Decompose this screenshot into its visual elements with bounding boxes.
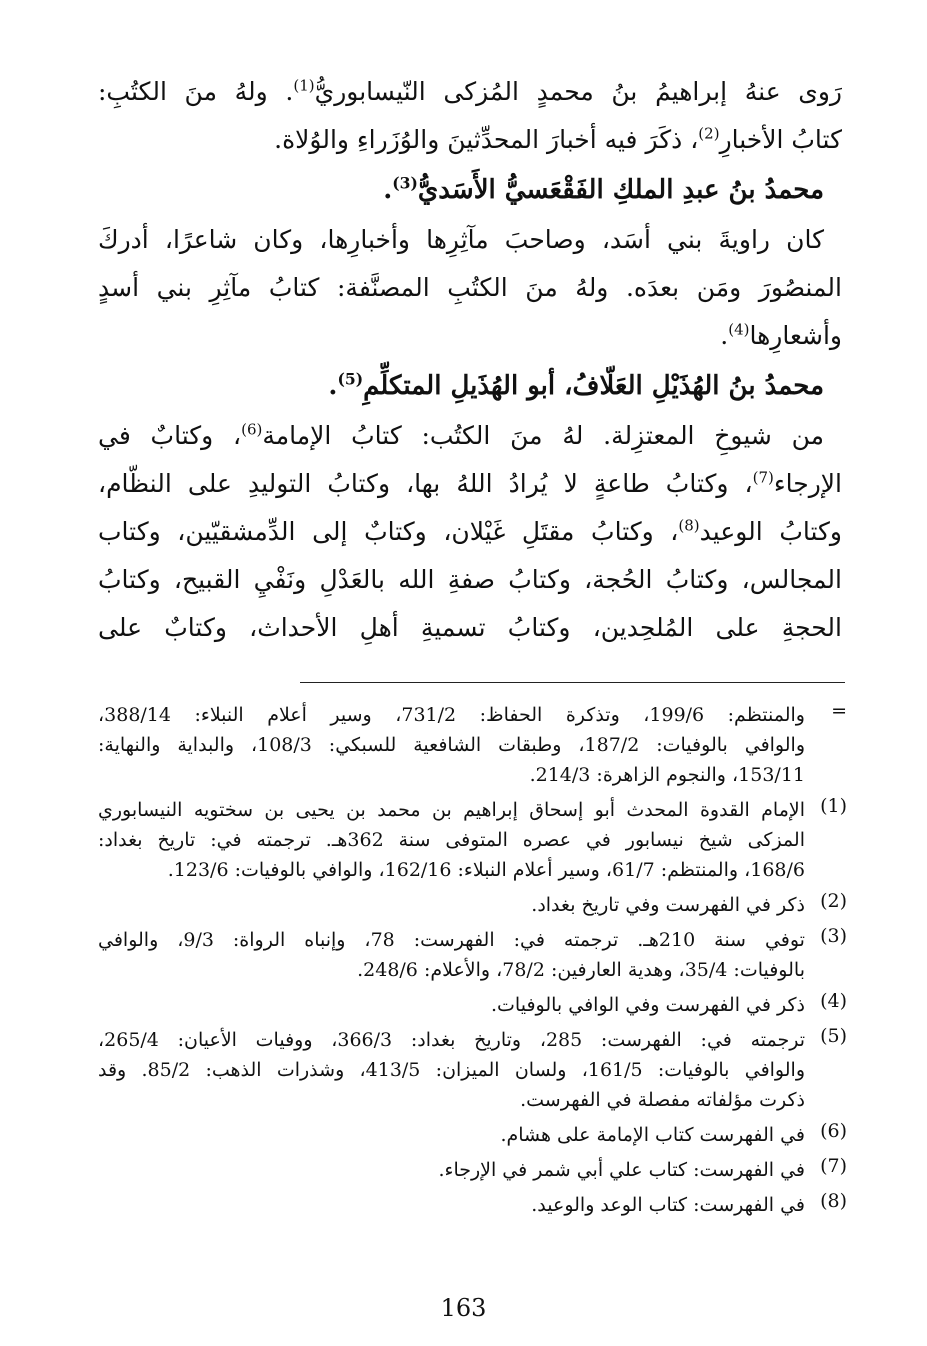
entry-heading: [98, 360, 842, 412]
footnote-line: والمنتظم: 199/6، وتذكرة الحفاظ: 731/2، وسير أعلام النبلاء: 388/14،: [98, 704, 805, 726]
footnote-line: المزكى شيخ نيسابور في عصره المتوفى سنة 362هـ. ترجمته في: تاريخ بغداد:: [98, 829, 805, 851]
text-line: [98, 604, 842, 652]
footnote-ref: (7): [752, 468, 774, 487]
footnote-ref: (2): [698, 124, 720, 143]
footnote-ref: (4): [728, 320, 750, 339]
footnote-ref: (6): [241, 420, 263, 439]
footnote-line: ترجمته في: الفهرست: 285، وتاريخ بغداد: 366/3، ووفيات الأعيان: 265/4،: [98, 1029, 805, 1051]
footnote-number: (3): [820, 925, 847, 947]
footnote-line: ذكرت مؤلفاته مفصلة في الفهرست.: [520, 1089, 805, 1111]
footnote-item: [98, 1120, 847, 1150]
footnote-number: (6): [820, 1120, 847, 1142]
footnote-ref: (1): [293, 76, 315, 95]
text-line: [98, 556, 842, 604]
footnote-item: [98, 925, 847, 985]
text-segment: الإرجاء: [773, 469, 842, 498]
footnote-ref: (5): [337, 369, 364, 389]
footnote-number: (7): [820, 1155, 847, 1177]
text-segment: المنصُورَ ومَن بعدَه. ولهُ منَ الكتُبِ المصنَّفة: كتابُ مآثِرِ بني أسدٍ: [98, 273, 842, 302]
text-segment: المجالس، وكتابُ الحُجة، وكتابُ صفةِ الله بالعَدْلِ ونَفْيِ القبيح، وكتابُ: [98, 565, 842, 594]
text-line: [98, 412, 842, 460]
text-line: [98, 116, 842, 164]
footnote-number: (4): [820, 990, 847, 1012]
page-number: 163: [440, 1294, 487, 1322]
text-line: [98, 264, 842, 312]
text-segment: رَوى عنهُ إبراهيمُ بنُ محمدٍ المُزكى النّيسابوريُّ: [314, 77, 842, 106]
footnote-number: (2): [820, 890, 847, 912]
footnote-item: [98, 1155, 847, 1185]
footnote-line: في الفهرست: كتاب الوعد والوعيد.: [531, 1194, 805, 1216]
text-line: [98, 68, 842, 116]
footnote-line: والوافي بالوفيات: 187/2، وطبقات الشافعية للسبكي: 108/3، والبداية والنهاية:: [98, 734, 805, 756]
heading-end: .: [328, 371, 338, 401]
footnote-line: والوافي بالوفيات: 161/5، ولسان الميزان: 413/5، وشذرات الذهب: 85/2. وقد: [98, 1059, 805, 1081]
footnote-line: ذكر في الفهرست وفي الوافي بالوفيات.: [491, 994, 805, 1016]
footnote-item: [98, 700, 847, 790]
text-segment: . ولهُ منَ الكتُبِ:: [98, 77, 294, 106]
footnote-item: [98, 1190, 847, 1220]
footnote-number: =: [831, 700, 847, 722]
text-line: [98, 460, 842, 508]
footnote-number: (8): [820, 1190, 847, 1212]
footnote-item: [98, 990, 847, 1020]
footnote-line: 168/6، والمنتظم: 61/7، وسير أعلام النبلاء: 162/16، والوافي بالوفيات: 123/6.: [167, 859, 805, 881]
footnote-ref: (8): [678, 516, 700, 535]
footnote-number: (1): [820, 795, 847, 817]
footnote-ref: (3): [392, 173, 418, 193]
text-segment: ، وكتابٌ في: [98, 421, 242, 450]
text-segment: من شيوخِ المعتزِلة. لهُ منَ الكتُب: كتابُ الإمامة: [262, 421, 825, 450]
text-line: [98, 216, 842, 264]
heading-text: محمدُ بنُ الهُذَيْلِ العَلّافُ، أبو الهُذَيلِ المتكلِّمِ: [363, 371, 824, 401]
footnote-line: توفي سنة 210هـ. ترجمته في: الفهرست: 78، وإنباه الرواة: 9/3، والوافي: [98, 929, 805, 951]
text-segment: وأشعارِها: [749, 321, 842, 350]
text-segment: .: [720, 321, 729, 350]
main-text: [98, 68, 842, 652]
heading-text: محمدُ بنُ عبدِ الملكِ الفَقْعَسيُّ الأَسَديُّ: [417, 175, 824, 205]
text-segment: كتابُ الأخبارِ: [719, 125, 842, 154]
footnote-divider: [300, 682, 845, 683]
text-segment: الحجةِ على المُلحِدين، وكتابُ تسميةِ أهلِ الأحداث، وكتابٌ على: [98, 613, 842, 642]
footnotes: [98, 700, 847, 1225]
text-line: [98, 508, 842, 556]
text-line: [98, 312, 842, 360]
text-segment: ، وكتابُ طاعةٍ لا يُرادُ اللهُ بها، وكتابُ التوليدِ على النظّام،: [98, 469, 753, 498]
entry-heading: [98, 164, 842, 216]
footnote-line: في الفهرست كتاب الإمامة على هشام.: [500, 1124, 805, 1146]
text-segment: وكتابُ الوعيد: [699, 517, 842, 546]
text-segment: كان راويةَ بني أسَد، وصاحبَ مآثِرِها وأخبارِها، وكان شاعرًا، أدركَ: [98, 225, 824, 254]
text-segment: ، وكتابُ مقتَلِ غَيْلان، وكتابٌ إلى الدِّمشقيّين، وكتاب: [98, 517, 679, 546]
footnote-item: [98, 890, 847, 920]
footnote-line: الإمام القدوة المحدث أبو إسحاق إبراهيم بن محمد بن يحيى بن سختويه النيسابوري: [98, 799, 805, 821]
footnote-line: ذكر في الفهرست وفي تاريخ بغداد.: [531, 894, 805, 916]
footnote-number: (5): [820, 1025, 847, 1047]
footnote-line: 153/11، والنجوم الزاهرة: 214/3.: [529, 764, 805, 786]
footnote-item: [98, 795, 847, 885]
heading-end: .: [383, 175, 393, 205]
text-segment: ، ذكَرَ فيه أخبارَ المحدِّثينَ والوُزَراءِ والوُلاة.: [274, 125, 699, 154]
footnote-line: في الفهرست: كتاب علي أبي شمر في الإرجاء.: [438, 1159, 805, 1181]
footnote-item: [98, 1025, 847, 1115]
footnote-line: بالوفيات: 35/4، وهدية العارفين: 78/2، والأعلام: 248/6.: [357, 959, 805, 981]
